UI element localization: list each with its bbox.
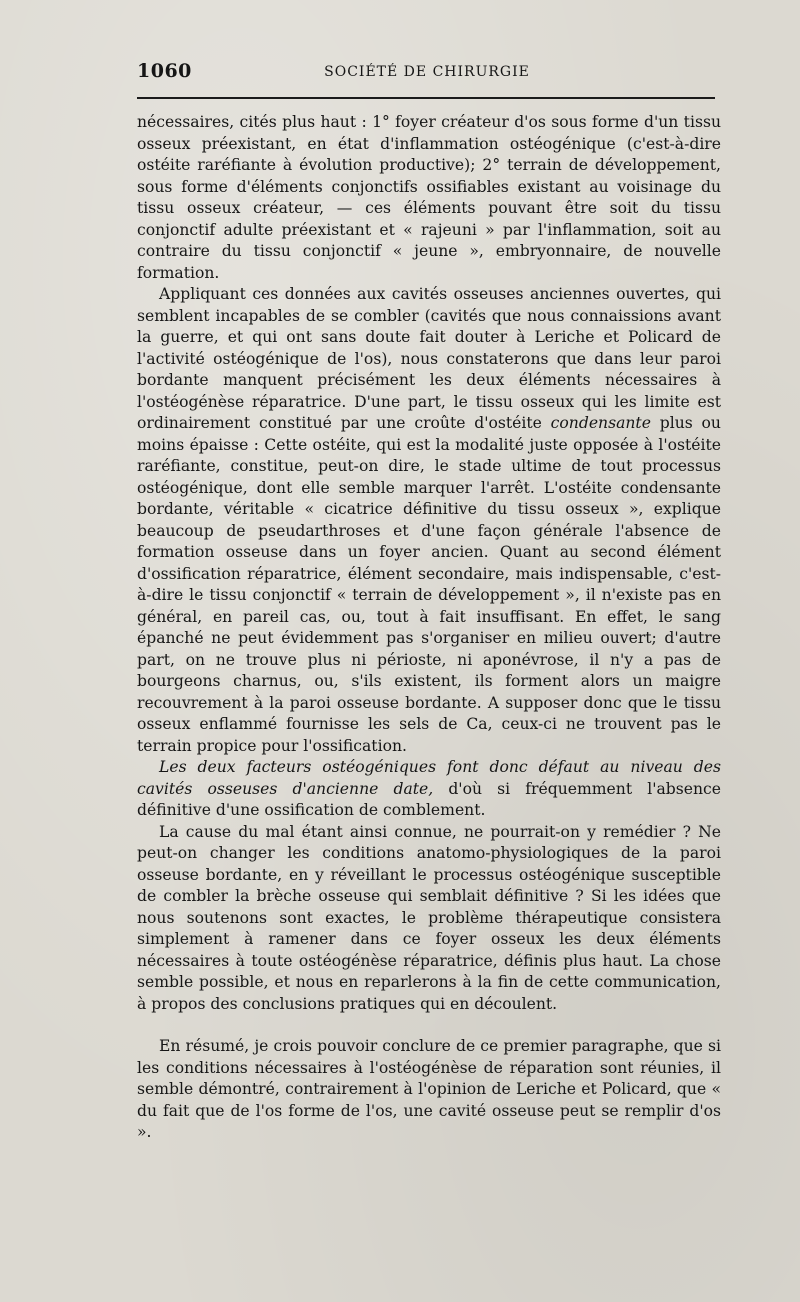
page-number: 1060 xyxy=(137,60,192,82)
paragraph-2-italic: condensante xyxy=(550,414,651,432)
paragraph-2 xyxy=(137,284,721,757)
paragraph-3-text-after: d'où si fréquemment l'absence définitive d'une ossification de comblement. xyxy=(137,779,721,819)
article-body xyxy=(137,112,721,1144)
paragraph-1 xyxy=(137,112,721,284)
paragraph-3-italic: Les deux facteurs ostéogéniques font donc défaut au niveau des cavités osseuses d'ancienne date, xyxy=(137,758,721,798)
page-header xyxy=(137,60,717,86)
paragraph-2-text-before: Appliquant ces données aux cavités osseuses anciennes ouvertes, qui semblent incapables de se combler (cavités que nous connaissions avant la guerre, et qui ont sans doute fait douter à Leriche et Policard de l'activité ostéogénique de l'os), nous constaterons que dans leur paroi bordante manquent précisément les deux éléments nécessaires à l'ostéogénèse réparatrice. D'une part, le tissu osseux qui les limite est ordinairement constitué par une croûte d'ostéite xyxy=(137,285,721,432)
paragraph-3 xyxy=(137,757,721,822)
paragraph-2-text-after: plus ou moins épaisse : Cette ostéite, qui est la modalité juste opposée à l'ostéite raréfiante, constitue, peut-on dire, le stade ultime de tout processus ostéogénique, dont elle semble marquer l'arrêt. L'ostéite condensante bordante, véritable « cicatrice définitive du tissu osseux », explique beaucoup de pseudarthroses et d'une façon générale l'absence de formation osseuse dans un foyer ancien. Quant au second élément d'ossification réparatrice, élément secondaire, mais indispensable, c'est-à-dire le tissu conjonctif « terrain de développement », il n'existe pas en général, en pareil cas, ou, tout à fait insuffisant. En effet, le sang épanché ne peut évidemment pas s'organiser en milieu ouvert; d'autre part, on ne trouve plus ni périoste, ni aponévrose, il n'y a pas de bourgeons charnus, ou, s'ils existent, ils forment alors un maigre recouvrement à la paroi osseuse bordante. A supposer donc que le tissu osseux enflammé fournisse les sels de Ca, ceux-ci ne trouvent pas le terrain propice pour l'ossification. xyxy=(137,414,721,755)
paragraph-5-text: En résumé, je crois pouvoir conclure de ce premier paragraphe, que si les conditions nécessaires à l'ostéogénèse de réparation sont réunies, il semble démontré, contrairement à l'opinion de Leriche et Policard, que « du fait que de l'os forme de l'os, une cavité osseuse peut se remplir d'os ». xyxy=(137,1037,721,1141)
paragraph-1-text: nécessaires, cités plus haut : 1° foyer créateur d'os sous forme d'un tissu osseux préexistant, en état d'inflammation ostéogénique (c'est-à-dire ostéite raréfiante à évolution productive); 2° terrain de développement, sous forme d'éléments conjonctifs ossifiables existant au voisinage du tissu osseux créateur, — ces éléments pouvant être soit du tissu conjonctif adulte préexistant et « rajeuni » par l'inflammation, soit au contraire du tissu conjonctif « jeune », embryonnaire, de nouvelle formation. xyxy=(137,113,721,282)
paragraph-4 xyxy=(137,822,721,1016)
paragraph-5 xyxy=(137,1036,721,1144)
running-title: SOCIÉTÉ DE CHIRURGIE xyxy=(324,64,530,80)
header-rule xyxy=(137,97,715,99)
paragraph-4-text: La cause du mal étant ainsi connue, ne pourrait-on y remédier ? Ne peut-on changer les conditions anatomo-physiologiques de la paroi osseuse bordante, en y réveillant le processus ostéogénique susceptible de combler la brèche osseuse qui semblait définitive ? Si les idées que nous soutenons sont exactes, le problème thérapeutique consistera simplement à ramener dans ce foyer osseux les deux éléments nécessaires à toute ostéogénèse réparatrice, définis plus haut. La chose semble possible, et nous en reparlerons à la fin de cette communication, à propos des conclusions pratiques qui en découlent. xyxy=(137,822,721,1013)
